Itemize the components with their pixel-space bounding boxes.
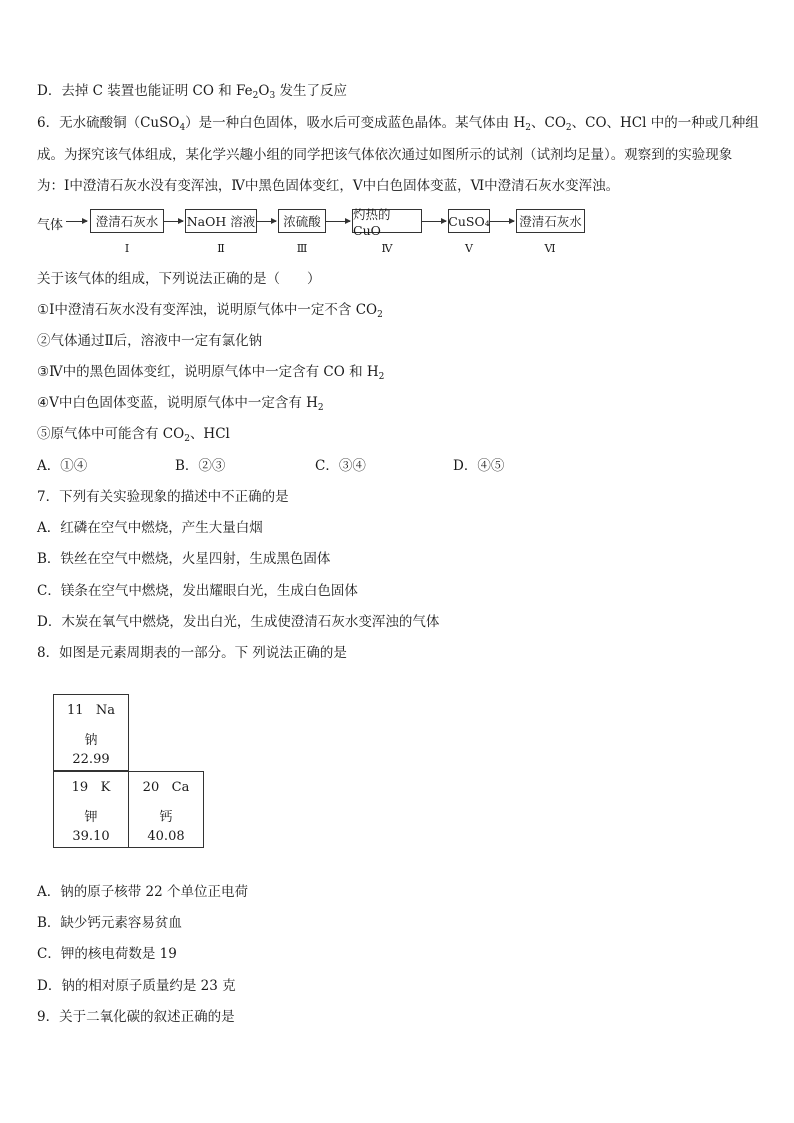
q6-statement-3: ③Ⅳ中的黑色固体变红，说明原气体中一定含有 CO 和 $H_2$ <box>37 364 385 382</box>
q6-stem-line3: 为：Ⅰ中澄清石灰水没有变浑浊，Ⅳ中黑色固体变红，Ⅴ中白色固体变蓝，Ⅵ中澄清石灰水变浑浊。 <box>37 178 620 194</box>
q6-option-a[interactable]: A．①④ <box>37 458 88 474</box>
flow-label-4: Ⅳ <box>381 242 393 255</box>
q6-option-c[interactable]: C．③④ <box>315 458 366 474</box>
flow-label-6: Ⅵ <box>544 242 556 255</box>
flow-start-label: 气体 <box>37 218 64 233</box>
q7-option-a[interactable]: A．红磷在空气中燃烧，产生大量白烟 <box>37 520 263 536</box>
q6-stem-line1: 6．无水硫酸铜（CuSO$_4$）是一种白色固体，吸水后可变成蓝色晶体。某气体由 $H_2$、$CO_2$、CO、HCl 中的一种或几种组 <box>37 115 759 133</box>
flow-box-1: 澄清石灰水 <box>90 209 164 233</box>
flow-label-2: Ⅱ <box>217 242 225 255</box>
q8-option-d[interactable]: D．钠的相对原子质量约是 23 克 <box>37 978 236 994</box>
q6-flow-diagram <box>37 206 597 259</box>
q7-option-c[interactable]: C．镁条在空气中燃烧，发出耀眼白光，生成白色固体 <box>37 583 358 599</box>
q7-stem: 7．下列有关实验现象的描述中不正确的是 <box>37 489 289 505</box>
q8-option-a[interactable]: A．钠的原子核带 22 个单位正电荷 <box>37 884 249 900</box>
q6-option-d[interactable]: D．④⑤ <box>453 458 505 474</box>
flow-arrow <box>66 221 87 222</box>
q8-stem: 8．如图是元素周期表的一部分。下 列说法正确的是 <box>37 645 347 661</box>
q6-question: 关于该气体的组成，下列说法正确的是（ ） <box>37 271 321 287</box>
flow-box-2: NaOH 溶液 <box>185 209 257 233</box>
flow-box-4: 灼热的 CuO <box>352 209 422 233</box>
element-cell-k: 19 K 钾 39.10 <box>53 771 129 848</box>
flow-arrow <box>422 221 446 222</box>
q6-statement-5: ⑤原气体中可能含有 $CO_2$、HCl <box>37 426 230 444</box>
q6-statement-4: ④Ⅴ中白色固体变蓝，说明原气体中一定含有 $H_2$ <box>37 395 324 413</box>
q6-statement-2: ②气体通过Ⅱ后，溶液中一定有氯化钠 <box>37 333 263 349</box>
flow-arrow <box>326 221 350 222</box>
q5-option-d: D．去掉 C 装置也能证明 CO 和 $Fe_2O_3$ 发生了反应 <box>37 83 347 101</box>
flow-label-3: Ⅲ <box>296 242 308 255</box>
flow-box-3: 浓硫酸 <box>278 209 326 233</box>
q6-statement-1: ①Ⅰ中澄清石灰水没有变浑浊，说明原气体中一定不含 $CO_2$ <box>37 302 383 320</box>
q7-option-b[interactable]: B．铁丝在空气中燃烧，火星四射，生成黑色固体 <box>37 551 331 567</box>
q8-option-b[interactable]: B．缺少钙元素容易贫血 <box>37 915 182 931</box>
q7-option-d[interactable]: D．木炭在氧气中燃烧，发出白光，生成使澄清石灰水变浑浊的气体 <box>37 614 440 630</box>
element-cell-na: 11 Na 钠 22.99 <box>53 694 129 771</box>
flow-arrow <box>257 221 276 222</box>
q6-option-b[interactable]: B．②③ <box>175 458 226 474</box>
flow-label-5: Ⅴ <box>465 242 473 255</box>
q8-option-c[interactable]: C．钾的核电荷数是 19 <box>37 946 177 962</box>
flow-box-6: 澄清石灰水 <box>516 209 585 233</box>
q6-options <box>37 456 553 476</box>
flow-box-5: CuSO₄ <box>448 209 490 233</box>
flow-label-1: Ⅰ <box>124 242 130 255</box>
periodic-table <box>53 694 207 850</box>
q6-stem-line2: 成。为探究该气体组成，某化学兴趣小组的同学把该气体依次通过如图所示的试剂（试剂均足量）。观察到的实验现象 <box>37 147 733 163</box>
flow-arrow <box>164 221 183 222</box>
q9-stem: 9．关于二氧化碳的叙述正确的是 <box>37 1009 235 1025</box>
element-cell-ca: 20 Ca 钙 40.08 <box>128 771 204 848</box>
flow-arrow <box>490 221 514 222</box>
